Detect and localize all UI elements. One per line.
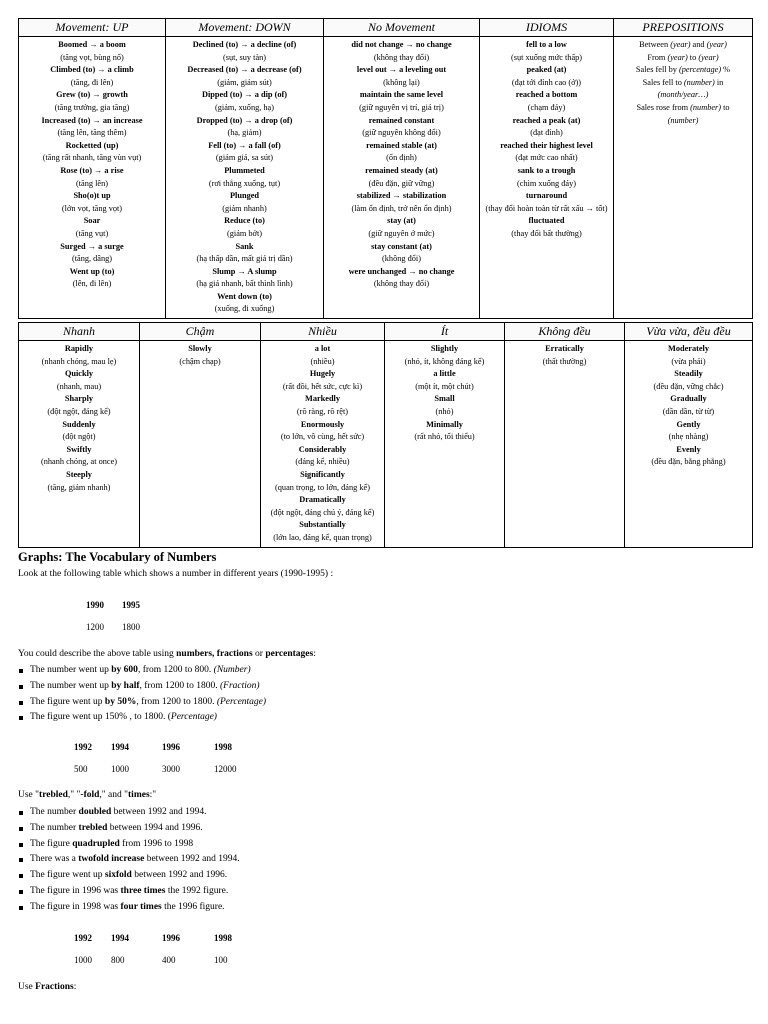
vocab-word: remained stable (at) <box>366 140 437 150</box>
vocab-word: Sho(o)t up <box>73 191 111 201</box>
vocab-word: Small <box>434 394 455 404</box>
vocab-word: remained steady (at) <box>365 165 438 175</box>
prep-line: Sales rose from (number) to <box>636 102 730 112</box>
vocab-word: Soar <box>83 216 101 226</box>
bullet-list-2 <box>18 805 240 916</box>
vocab-word: reached a bottom <box>515 90 578 100</box>
vocab-meaning: (tăng, giảm nhanh) <box>47 482 111 492</box>
header-irregular: Không đều <box>505 323 625 341</box>
vocab-word: Substantially <box>299 520 346 530</box>
vocab-word: a little <box>433 369 456 379</box>
vocab-meaning: (tăng, dâng) <box>71 254 113 264</box>
prep-line: From (year) to (year) <box>647 52 719 62</box>
list-item: The figure in 1996 was three times the 1992 figure. <box>18 884 240 900</box>
vocab-word: Rapidly <box>64 344 94 353</box>
col-little <box>385 341 505 548</box>
vocab-meaning: (giữ nguyên ở mức) <box>368 228 435 238</box>
vocab-word: were unchanged → no change <box>348 266 455 276</box>
value-cell: 1000 <box>74 955 92 965</box>
vocab-meaning: (đáng kể, nhiều) <box>295 457 350 467</box>
col-slow <box>140 341 261 548</box>
vocab-word: Rose (to) → a rise <box>60 165 124 175</box>
vocab-word: Suddenly <box>62 419 96 429</box>
col-moderate <box>625 341 753 548</box>
vocab-meaning: (không lại) <box>383 77 420 87</box>
vocab-meaning: (giảm, giảm sút) <box>217 77 272 87</box>
value-cell: 1200 <box>86 622 104 632</box>
vocab-word: Quickly <box>64 369 94 379</box>
vocab-meaning: (quan trọng, to lớn, đáng kể) <box>275 482 370 492</box>
use-text: Use "trebled," "-fold," and "times:" <box>18 790 157 800</box>
vocab-word: level out → a leveling out <box>356 65 447 75</box>
vocab-word: Evenly <box>676 444 701 454</box>
header-prepositions: PREPOSITIONS <box>614 19 753 37</box>
vocab-word: Slump → A slump <box>212 266 277 276</box>
vocab-meaning: (giữ nguyên không đổi) <box>362 128 441 138</box>
vocab-meaning: (thay đổi bất thường) <box>511 228 582 238</box>
list-item: The number went up by 600, from 1200 to 800. (Number) <box>18 663 266 679</box>
list-item: The number went up by half, from 1200 to 1800. (Fraction) <box>18 679 266 695</box>
vocab-word: Boomed → a boom <box>58 40 126 49</box>
vocab-meaning: (chìm xuống đáy) <box>517 178 576 188</box>
year-cell: 1998 <box>214 933 232 943</box>
vocab-meaning: (giảm nhanh) <box>222 203 267 213</box>
year-cell: 1990 <box>86 600 104 610</box>
vocab-meaning: (nhẹ nhàng) <box>668 432 709 442</box>
vocab-word: Went down (to) <box>217 291 272 301</box>
header-moderate: Vừa vừa, đều đều <box>625 323 753 341</box>
vocab-meaning: (đột ngột) <box>62 432 96 442</box>
value-cell: 400 <box>162 955 176 965</box>
col-fast <box>19 341 140 548</box>
describe-text: You could describe the above table using numbers, fractions or percentages: <box>18 649 316 659</box>
vocab-word: Grew (to) → growth <box>56 90 128 100</box>
vocab-meaning: (tăng vụt) <box>75 228 109 238</box>
vocab-meaning: (tăng, đi lên) <box>70 77 114 87</box>
vocab-meaning: (không thay đổi) <box>373 279 430 289</box>
vocab-meaning: (rất đồi, hết sức, cực kì) <box>282 381 363 391</box>
year-cell: 1992 <box>74 933 92 943</box>
year-cell: 1998 <box>214 742 232 752</box>
vocab-meaning: (xuống, đi xuống) <box>214 304 275 314</box>
list-item: The number trebled between 1994 and 1996. <box>18 821 240 837</box>
prep-line: Sales fell to (number) in <box>642 77 724 87</box>
vocab-word: Decreased (to) → a decrease (of) <box>187 65 302 75</box>
vocab-meaning: (đều đặn, giữ vững) <box>368 178 435 188</box>
list-item: The figure went up by 50%, from 1200 to 1800. (Percentage) <box>18 695 266 711</box>
year-cell: 1992 <box>74 742 92 752</box>
vocab-word: Rocketted (up) <box>65 140 119 150</box>
vocab-word: stay constant (at) <box>371 241 432 251</box>
vocab-meaning: (giữ nguyên vị trí, giá trị) <box>359 102 444 112</box>
vocab-meaning: (đều đặn, vững chắc) <box>653 381 724 391</box>
vocab-word: Plummeted <box>224 165 265 175</box>
vocab-meaning: (rất nhỏ, tối thiểu) <box>414 432 475 442</box>
vocab-meaning: (tăng trưởng, gia tăng) <box>54 102 130 112</box>
col-down <box>166 37 324 319</box>
value-cell: 500 <box>74 764 88 774</box>
list-item: The number doubled between 1992 and 1994. <box>18 805 240 821</box>
vocab-word: Markedly <box>304 394 341 404</box>
prep-line: (month/year…) <box>657 90 709 100</box>
prep-line: Sales fell by (percentage) % <box>635 65 731 75</box>
vocab-meaning: (hạ, giảm) <box>227 128 262 138</box>
col-idioms <box>480 37 614 319</box>
header-movement-down: Movement: DOWN <box>166 19 324 37</box>
list-item: The figure quadrupled from 1996 to 1998 <box>18 837 240 853</box>
prep-line: Between (year) and (year) <box>639 40 727 49</box>
vocab-meaning: (giảm giá, sa sút) <box>215 153 274 163</box>
col-irregular <box>505 341 625 548</box>
vocab-word: Reduce (to) <box>224 216 265 226</box>
col-up <box>19 37 166 319</box>
vocab-word: fell to a low <box>526 40 567 49</box>
vocab-meaning: (chậm chạp) <box>179 356 221 366</box>
header-fast: Nhanh <box>19 323 140 341</box>
vocab-word: fluctuated <box>528 216 565 226</box>
vocab-meaning: (thay đổi hoàn toàn từ rất xấu → tốt) <box>485 203 608 213</box>
vocab-meaning: (to lớn, vô cùng, hết sức) <box>280 432 365 442</box>
vocab-meaning: (sụt xuống mức thấp) <box>510 52 583 62</box>
vocab-word: Went up (to) <box>69 266 115 276</box>
vocab-word: Gradually <box>670 394 707 404</box>
vocab-meaning: (đạt đỉnh) <box>530 128 563 138</box>
vocab-word: Sharply <box>64 394 94 404</box>
vocab-word: Plunged <box>229 191 260 201</box>
vocab-word: turnaround <box>525 191 568 201</box>
vocab-word: Surged → a surge <box>60 241 124 251</box>
value-cell: 800 <box>111 955 125 965</box>
vocab-meaning: (không đổi) <box>382 254 421 264</box>
vocab-meaning: (đạt mức cao nhất) <box>515 153 578 163</box>
vocab-word: Steeply <box>66 469 92 479</box>
col-none <box>324 37 480 319</box>
vocab-meaning: (ổn định) <box>386 153 417 163</box>
vocab-meaning: (nhanh chóng, at once) <box>40 457 118 467</box>
vocab-word: Hugely <box>309 369 336 379</box>
header-much: Nhiều <box>261 323 385 341</box>
vocab-word: Enormously <box>300 419 345 429</box>
vocab-meaning: (đột ngột, đáng kể) <box>47 406 111 416</box>
vocab-word: peaked (at) <box>526 65 567 75</box>
vocab-word: stay (at) <box>387 216 416 226</box>
header-movement-up: Movement: UP <box>19 19 166 37</box>
vocab-meaning: (đạt tới đỉnh cao (ở)) <box>511 77 582 87</box>
vocab-meaning: (đột ngột, đáng chú ý, đáng kể) <box>270 507 375 517</box>
list-item: There was a twofold increase between 1992 and 1994. <box>18 852 240 868</box>
vocab-meaning: (nhỏ) <box>435 406 454 416</box>
year-cell: 1996 <box>162 933 180 943</box>
bullet-list-1 <box>18 663 266 726</box>
vocab-word: Dropped (to) → a drop (of) <box>196 115 293 125</box>
vocab-word: Slowly <box>188 344 212 353</box>
vocab-word: Minimally <box>426 419 463 429</box>
year-cell: 1995 <box>122 600 140 610</box>
vocab-meaning: (lên, đi lên) <box>72 279 112 289</box>
header-idioms: IDIOMS <box>480 19 614 37</box>
list-item: The figure went up 150% , to 1800. (Percentage) <box>18 710 266 726</box>
vocab-meaning: (nhỏ, ít, không đáng kể) <box>404 356 485 366</box>
vocab-word: Sank <box>235 241 254 251</box>
vocab-meaning: (rõ ràng, rõ rệt) <box>296 406 349 416</box>
vocab-meaning: (làm ổn định, trở nên ổn định) <box>351 203 452 213</box>
header-little: Ít <box>385 323 505 341</box>
value-cell: 1800 <box>122 622 140 632</box>
vocab-meaning: (hạ giá nhanh, bất thình lình) <box>196 279 293 289</box>
vocab-word: remained constant <box>368 115 435 125</box>
vocab-word: did not change → no change <box>351 40 452 49</box>
vocab-meaning: (tăng vọt, bùng nổ) <box>60 52 124 62</box>
vocab-meaning: (chạm đáy) <box>527 102 566 112</box>
vocab-meaning: (giảm bớt) <box>226 228 263 238</box>
year-cell: 1994 <box>111 742 129 752</box>
vocab-word: Gently <box>676 419 701 429</box>
vocab-word: reached a peak (at) <box>512 115 581 125</box>
vocab-meaning: (nhanh chóng, mau lẹ) <box>41 356 117 366</box>
vocab-word: Increased (to) → an increase <box>41 115 143 125</box>
list-item: The figure went up sixfold between 1992 and 1996. <box>18 868 240 884</box>
vocab-word: stabilized → stabilization <box>356 191 447 201</box>
year-cell: 1996 <box>162 742 180 752</box>
value-cell: 1000 <box>111 764 129 774</box>
vocab-meaning: (không thay đổi) <box>373 52 430 62</box>
vocab-meaning: (dần dần, từ từ) <box>662 406 715 416</box>
vocab-word: maintain the same level <box>359 90 444 100</box>
vocab-meaning: (một ít, một chút) <box>415 381 474 391</box>
vocab-word: Climbed (to) → a climb <box>50 65 134 75</box>
intro-text: Look at the following table which shows a number in different years (1990-1995) : <box>18 569 334 579</box>
vocab-meaning: (lớn lao, đáng kể, quan trọng) <box>273 532 372 542</box>
vocab-word: Considerably <box>298 444 347 454</box>
vocab-word: a lot <box>314 344 331 353</box>
section-title: Graphs: The Vocabulary of Numbers <box>18 550 217 564</box>
vocab-meaning: (tăng lên, tăng thêm) <box>57 128 127 138</box>
vocab-word: Dramatically <box>299 495 346 505</box>
value-cell: 3000 <box>162 764 180 774</box>
vocab-meaning: (tăng lên) <box>75 178 109 188</box>
col-much <box>261 341 385 548</box>
col-prepositions <box>614 37 753 319</box>
vocab-meaning: (hạ thấp dần, mất giá trị dần) <box>196 254 293 264</box>
vocab-word: Fell (to) → a fall (of) <box>208 140 281 150</box>
vocabulary-adverb-table <box>18 322 753 548</box>
vocab-meaning: (thất thường) <box>542 356 587 366</box>
vocab-meaning: (đều đặn, bằng phẳng) <box>651 457 726 467</box>
list-item: The figure in 1998 was four times the 1996 figure. <box>18 900 240 916</box>
vocab-meaning: (vừa phải) <box>671 356 706 366</box>
vocab-word: Slightly <box>430 344 459 353</box>
vocab-meaning: (tăng rất nhanh, tăng vùn vụt) <box>42 153 142 163</box>
vocab-meaning: (rơi thẳng xuống, tụt) <box>208 178 281 188</box>
vocab-word: Steadily <box>674 369 703 379</box>
vocab-word: Declined (to) → a decline (of) <box>192 40 297 49</box>
vocab-word: Significantly <box>300 469 345 479</box>
year-cell: 1994 <box>111 933 129 943</box>
vocab-word: Dipped (to) → a dip (of) <box>201 90 288 100</box>
vocab-word: Moderately <box>667 344 709 353</box>
vocab-meaning: (sụt, suy tàn) <box>222 52 267 62</box>
vocab-meaning: (lớn vọt, tăng vọt) <box>61 203 123 213</box>
use-fractions-text: Use Fractions: <box>18 982 77 992</box>
value-cell: 12000 <box>214 764 237 774</box>
vocab-meaning: (giảm, xuống, hạ) <box>215 102 274 112</box>
vocabulary-movement-table <box>18 18 753 319</box>
vocab-meaning: (nhanh, mau) <box>56 381 102 391</box>
vocab-word: Swiftly <box>66 444 92 454</box>
prep-line: (number) <box>667 115 699 125</box>
vocab-word: reached their highest level <box>500 140 593 150</box>
header-slow: Chậm <box>140 323 261 341</box>
header-no-movement: No Movement <box>324 19 480 37</box>
vocab-word: sank to a trough <box>517 165 576 175</box>
vocab-meaning: (nhiều) <box>310 356 335 366</box>
vocab-word: Erratically <box>545 344 584 353</box>
value-cell: 100 <box>214 955 228 965</box>
